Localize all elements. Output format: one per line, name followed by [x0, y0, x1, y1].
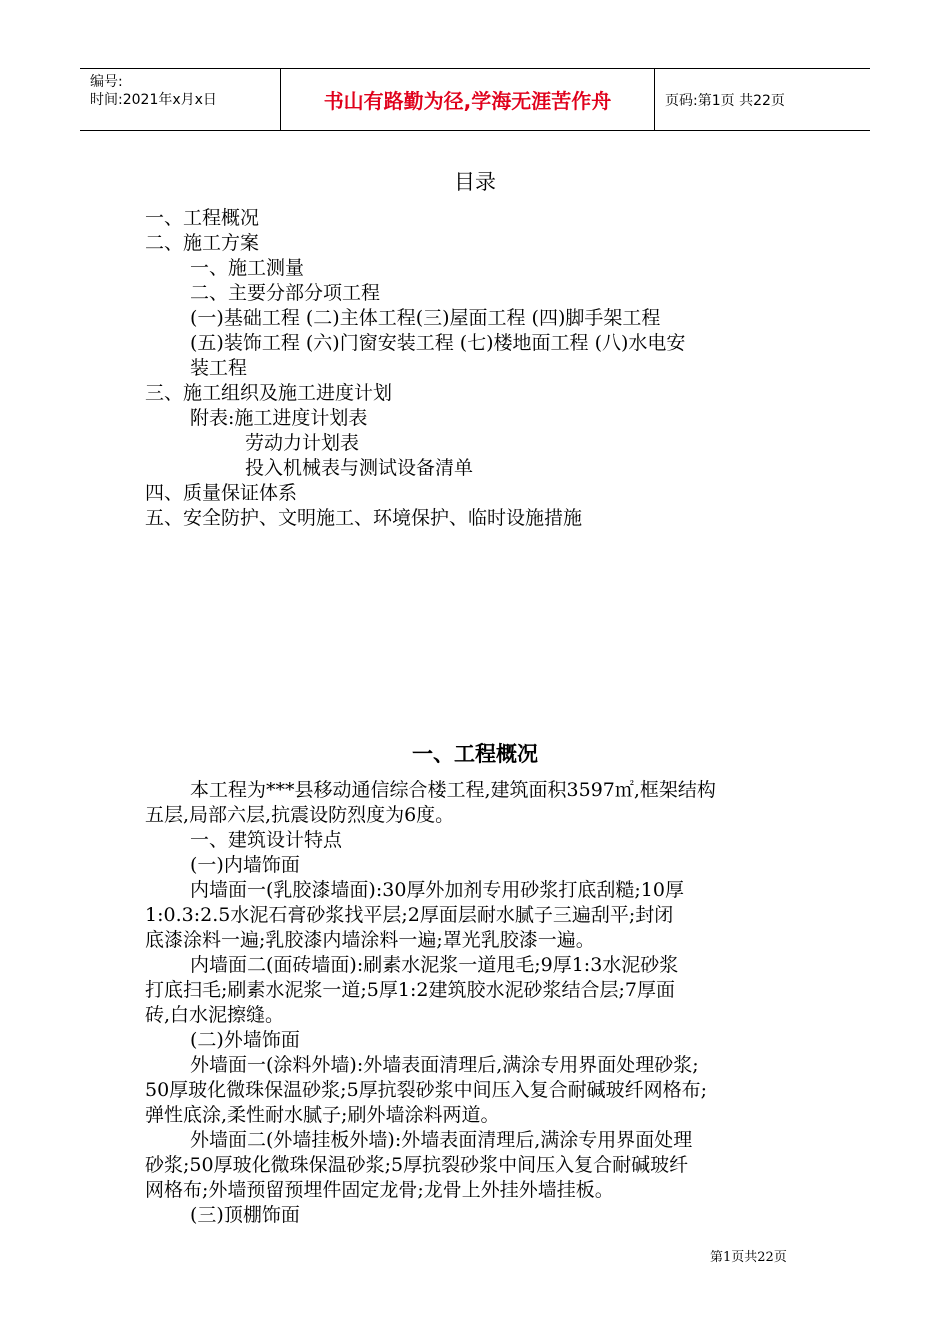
body-line: 本工程为***县移动通信综合楼工程,建筑面积3597㎡,框架结构: [190, 779, 716, 801]
body-line: (二)外墙饰面: [190, 1029, 300, 1051]
page-header: [80, 68, 870, 131]
body-line: 打底扫毛;刷素水泥浆一道;5厚1:2建筑胶水泥砂浆结合层;7厚面: [145, 979, 675, 1001]
toc-item: 一、施工测量: [190, 257, 305, 279]
toc-item: 二、施工方案: [145, 232, 260, 254]
body-line: (一)内墙饰面: [190, 854, 300, 876]
toc-item: 附表:施工进度计划表: [190, 407, 368, 429]
body-line: 外墙面二(外墙挂板外墙):外墙表面清理后,满涂专用界面处理: [190, 1129, 693, 1151]
toc-item: 装工程: [190, 357, 248, 379]
header-info-cell: [80, 69, 281, 130]
body-line: 内墙面一(乳胶漆墙面):30厚外加剂专用砂浆打底刮糙;10厚: [190, 879, 684, 901]
toc-item: 投入机械表与测试设备清单: [245, 457, 474, 479]
body-line: 底漆涂料一遍;乳胶漆内墙涂料一遍;罩光乳胶漆一遍。: [145, 929, 595, 951]
body-line: 砖,白水泥擦缝。: [145, 1004, 285, 1026]
header-motto: 书山有路勤为径,学海无涯苦作舟: [281, 69, 655, 130]
body-line: 砂浆;50厚玻化微珠保温砂浆;5厚抗裂砂浆中间压入复合耐碱玻纤: [145, 1154, 689, 1176]
section-title: 一、工程概况: [412, 742, 538, 766]
body-line: 五层,局部六层,抗震设防烈度为6度。: [145, 804, 455, 826]
body-line: 1:0.3:2.5水泥石膏砂浆找平层;2厚面层耐水腻子三遍刮平;封闭: [145, 904, 674, 926]
page-footer: 第1页共22页: [710, 1250, 787, 1265]
toc-item: (一)基础工程 (二)主体工程(三)屋面工程 (四)脚手架工程: [190, 307, 661, 329]
time-label: 时间:2021年x月x日: [90, 92, 217, 108]
body-line: 弹性底涂,柔性耐水腻子;刷外墙涂料两道。: [145, 1104, 500, 1126]
toc-title: 目录: [454, 170, 496, 194]
body-line: 外墙面一(涂料外墙):外墙表面清理后,满涂专用界面处理砂浆;: [190, 1054, 699, 1076]
toc-item: 二、主要分部分项工程: [190, 282, 381, 304]
toc-item: 四、质量保证体系: [145, 482, 298, 504]
number-label: 编号:: [90, 74, 123, 90]
toc-item: 三、施工组织及施工进度计划: [145, 382, 393, 404]
body-line: 内墙面二(面砖墙面):刷素水泥浆一道甩毛;9厚1:3水泥砂浆: [190, 954, 679, 976]
toc-item: (五)装饰工程 (六)门窗安装工程 (七)楼地面工程 (八)水电安: [190, 332, 686, 354]
header-page-number: 页码:第1页 共22页: [665, 92, 785, 109]
body-line: 一、建筑设计特点: [190, 829, 343, 851]
toc-item: 劳动力计划表: [245, 432, 360, 454]
body-line: 网格布;外墙预留预埋件固定龙骨;龙骨上外挂外墙挂板。: [145, 1179, 614, 1201]
body-line: 50厚玻化微珠保温砂浆;5厚抗裂砂浆中间压入复合耐碱玻纤网格布;: [145, 1079, 708, 1101]
toc-item: 五、安全防护、文明施工、环境保护、临时设施措施: [145, 507, 583, 529]
toc-item: 一、工程概况: [145, 207, 260, 229]
body-line: (三)顶棚饰面: [190, 1204, 300, 1226]
